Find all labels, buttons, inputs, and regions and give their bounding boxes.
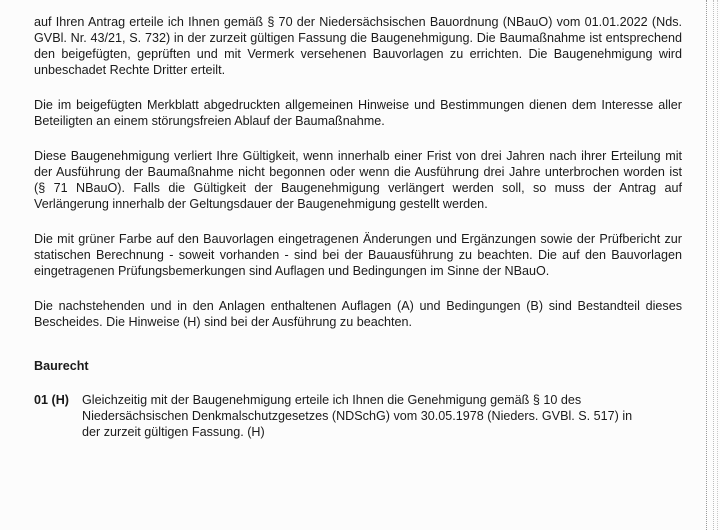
paragraph-permit-grant: auf Ihren Antrag erteile ich Ihnen gemäß § 70 der Niedersächsischen Bauordnung (NBauO) vom 01.01.2022 (Nds. GVBl. Nr. 43/21, S. 732) in der zurzeit gültigen Fassung die Baugenehmigung. Die Baumaßnahme ist entsprechend den beigefügten, geprüften und mit Vermerk versehenen Bauvorlagen zu errichten. Die Baugenehmigung wird unbeschadet Rechte Dritter erteilt. <box>34 15 682 77</box>
item-text: Gleichzeitig mit der Baugenehmigung erteile ich Ihnen die Genehmigung gemäß § 10 des Niedersächsischen Denkmalschutzgesetzes (NDSchG) vom 30.05.1978 (Nieders. GVBl. S. 517) in der zurzeit gültigen Fassung. (H) <box>82 393 633 439</box>
document-body <box>34 14 682 440</box>
scan-edge-artifact <box>706 0 714 530</box>
paragraph-conditions: Die nachstehenden und in den Anlagen enthaltenen Auflagen (A) und Bedingungen (B) sind Bestandteil dieses Bescheides. Die Hinweise (H) sind bei der Ausführung zu beachten. <box>34 299 682 329</box>
scan-edge-artifact-outer <box>717 0 719 530</box>
paragraph-green-changes: Die mit grüner Farbe auf den Bauvorlagen eingetragenen Änderungen und Ergänzungen sowie der Prüfbericht zur statischen Berechnung - soweit vorhanden - sind bei der Bauausführung zu beachten. Die auf den Bauvorlagen eingetragenen Prüfungsbemerkungen sind Auflagen und Bedingungen im Sinne der NBauO. <box>34 232 682 278</box>
paragraph-leaflet-notes: Die im beigefügten Merkblatt abgedruckten allgemeinen Hinweise und Bestimmungen dienen dem Interesse aller Beteiligten an einem störungsfreien Ablauf der Baumaßnahme. <box>34 98 682 128</box>
list-item <box>34 392 682 440</box>
item-number: 01 (H) <box>34 393 69 407</box>
paragraph-validity: Diese Baugenehmigung verliert Ihre Gültigkeit, wenn innerhalb einer Frist von drei Jahren nach ihrer Erteilung mit der Ausführung der Baumaßnahme nicht begonnen oder wenn die Ausführung drei Jahre unterbrochen worden ist (§ 71 NBauO). Falls die Gültigkeit der Baugenehmigung verlängert werden soll, so muss der Antrag auf Verlängerung innerhalb der Geltungsdauer der Baugenehmigung gestellt werden. <box>34 149 682 211</box>
section-heading-baurecht: Baurecht <box>34 359 89 373</box>
